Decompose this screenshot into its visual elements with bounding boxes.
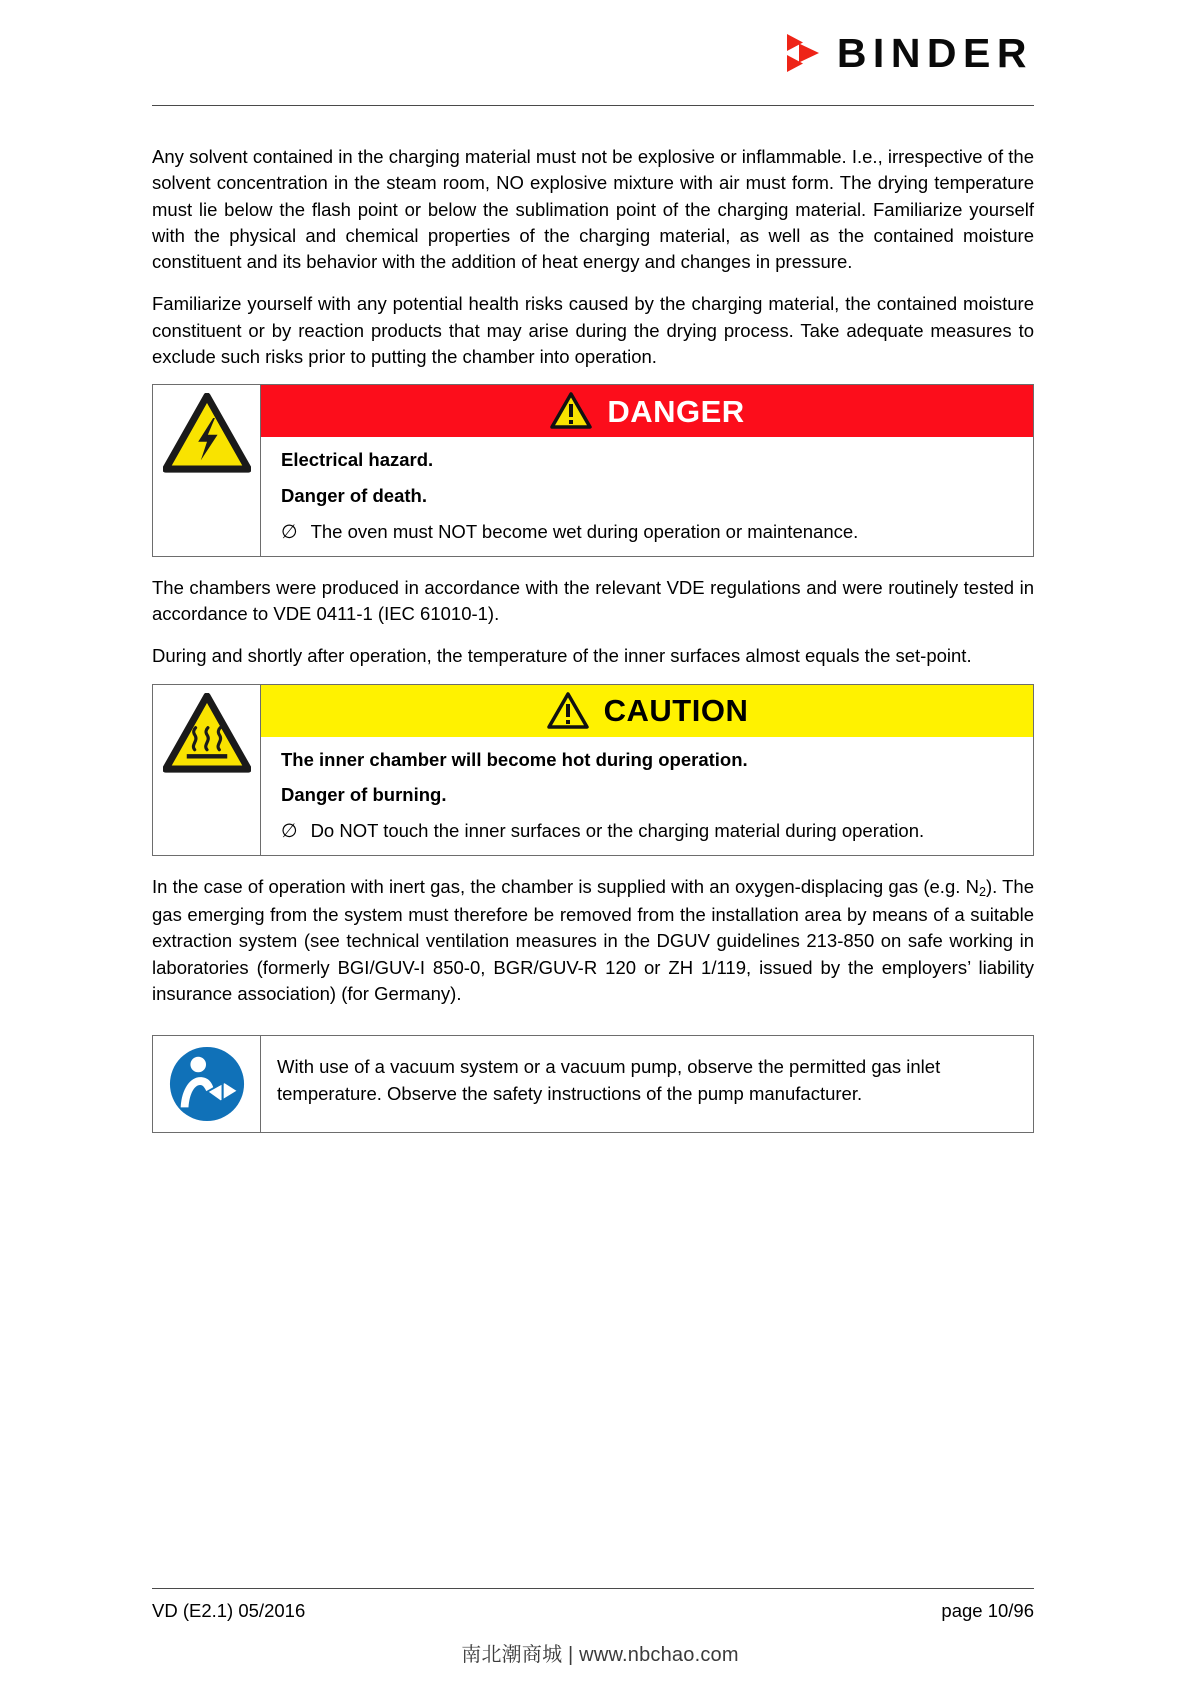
note-icon-cell: [153, 1036, 261, 1132]
footer-page-number: page 10/96: [941, 1600, 1034, 1621]
caution-alert-box: [152, 684, 1034, 857]
danger-banner: [261, 385, 1033, 437]
read-instructions-icon: [168, 1045, 246, 1123]
danger-alert-box: [152, 384, 1034, 557]
paragraph-inner-surface-temp: During and shortly after operation, the temperature of the inner surfaces almost equals the set-point.: [152, 645, 972, 667]
page-footer: [152, 1600, 1034, 1622]
nitrogen-subscript: 2: [978, 885, 986, 900]
paragraph-health-risks: Familiarize yourself with any potential health risks caused by the charging material, the contained moisture constituent or by reaction products that may arise during the drying process. Take adequate measures to exclude such risks prior to putting the chamber into operation.: [152, 293, 1034, 367]
caution-icon-cell: [153, 685, 261, 856]
prohibition-glyph-icon: ∅: [281, 522, 298, 544]
footer-divider: [152, 1588, 1034, 1589]
caution-body: [261, 685, 1033, 856]
caution-banner-label: CAUTION: [603, 693, 749, 728]
electrical-hazard-icon: [163, 393, 251, 473]
danger-banner-label: DANGER: [607, 393, 745, 429]
binder-logo-mark-icon: [785, 32, 827, 74]
paragraph-solvent-warning: Any solvent contained in the charging material must not be explosive or inflammable. I.e., irrespective of the solvent concentration in the steam room, NO explosive mixture with air must form. The drying temperature must lie below the flash point or below the sublimation point of the charging material. Familiarize yourself with the physical and chemical properties of the charging material, as well as the contained moisture constituent and its behavior with the addition of heat energy and changes in pressure.: [152, 146, 1034, 273]
danger-line-2: Danger of death.: [281, 485, 427, 507]
caution-banner: [261, 685, 1033, 737]
prohibition-glyph-icon: ∅: [281, 821, 298, 843]
inert-gas-text-part1: In the case of operation with inert gas, the chamber is supplied with an oxygen-displacing gas (e.g. N: [152, 876, 979, 898]
header-divider: [152, 105, 1034, 106]
page-content: [152, 144, 1034, 1133]
danger-line-1: Electrical hazard.: [281, 449, 434, 471]
caution-bullet-text: Do NOT touch the inner surfaces or the charging material during operation.: [310, 820, 925, 842]
footer-document-code: VD (E2.1) 05/2016: [152, 1600, 306, 1621]
caution-line-1: The inner chamber will become hot during operation.: [281, 748, 748, 770]
danger-icon-cell: [153, 385, 261, 556]
inert-gas-text-part2: ). The gas emerging from the system must therefore be removed from the installation area by means of a suitable extraction system (see technical ventilation measures in the DGUV guidelines 213-850 on safe working in laboratories (formerly BGI/GUV-I 850-0, BGR/GUV-R 120 or ZH 1/119, issued by the employers’ liability insurance association) (for Germany).: [152, 876, 1034, 1004]
caution-line-2: Danger of burning.: [281, 784, 447, 806]
note-text: With use of a vacuum system or a vacuum pump, observe the permitted gas inlet temperature. Observe the safety instructions of the pump manufacturer.: [277, 1056, 941, 1104]
danger-lines: [261, 437, 1033, 556]
danger-bullet-text: The oven must NOT become wet during operation or maintenance.: [310, 521, 859, 543]
paragraph-vde-regulations: The chambers were produced in accordance with the relevant VDE regulations and were routinely tested in accordance to VDE 0411-1 (IEC 61010-1).: [152, 576, 1034, 624]
danger-bullet-row: [261, 509, 1033, 546]
paragraph-inert-gas: [152, 874, 1034, 1007]
footer-watermark: 南北潮商城 | www.nbchao.com: [461, 1644, 739, 1666]
caution-bullet-row: [261, 808, 1033, 845]
binder-logo-text: BINDER: [836, 29, 1033, 76]
note-info-box: [152, 1035, 1034, 1133]
warning-triangle-icon: [546, 691, 590, 731]
binder-logo: [785, 28, 1033, 78]
danger-body: [261, 385, 1033, 556]
page-header: [0, 0, 1200, 112]
warning-triangle-icon: [549, 391, 593, 431]
caution-lines: [261, 737, 1033, 856]
hot-surface-icon: [163, 693, 251, 773]
